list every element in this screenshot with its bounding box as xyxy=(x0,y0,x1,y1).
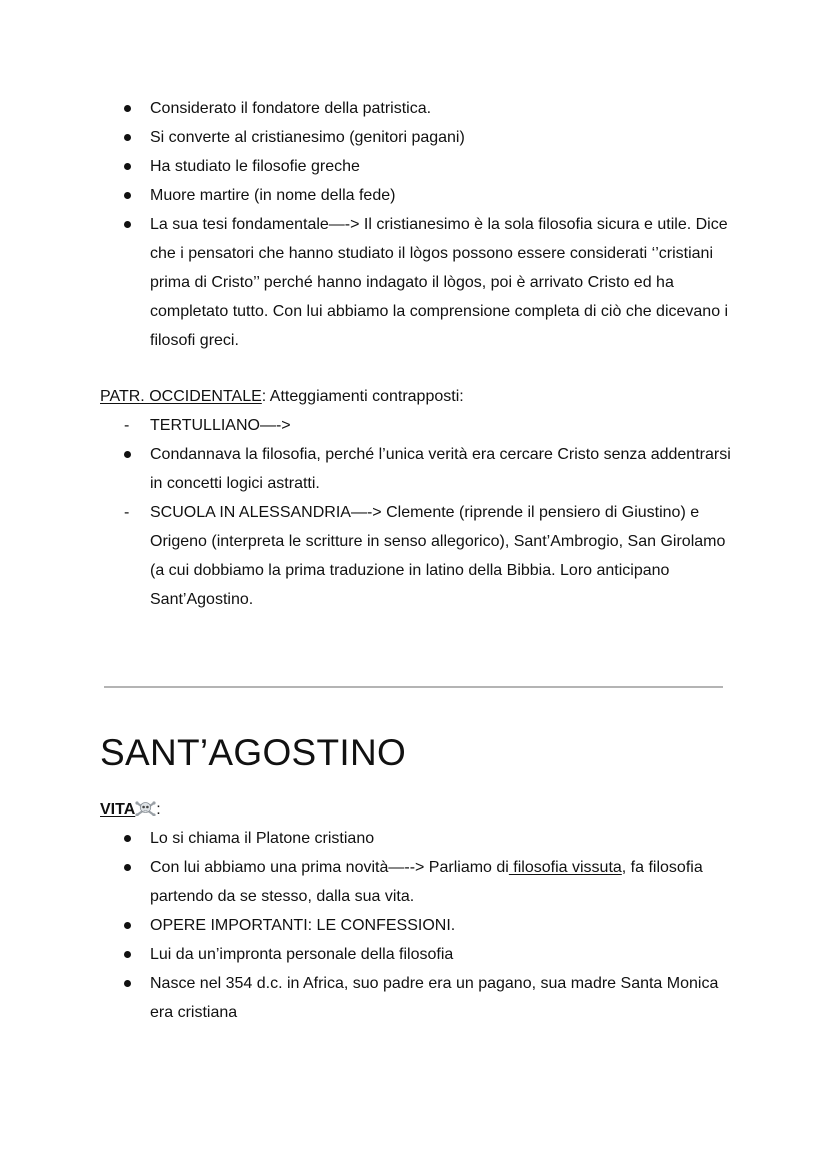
list-item xyxy=(0,94,828,123)
list-item xyxy=(0,210,828,355)
bullet-icon xyxy=(124,835,131,842)
filosofia-vissuta-link: filosofia vissuta xyxy=(508,859,622,876)
bullet-icon xyxy=(124,980,131,987)
list-item-text: TERTULLIANO—-> xyxy=(150,417,291,434)
list-item-text: La sua tesi fondamentale—-> Il cristianesimo è la sola filosofia sicura e utile. Dice che i pensatori che hanno studiato il lògos possono essere considerati ‘’cristiani prima di Cristo’’ perché hanno indagato il lògos, poi è arrivato Cristo ed ha completato tutto. Con lui abbiamo la comprensione completa di ciò che dicevano i filosofi greci. xyxy=(150,216,729,349)
list-item xyxy=(0,123,828,152)
bullet-icon xyxy=(124,192,131,199)
list-item xyxy=(0,969,828,1027)
patr-occidentale-list xyxy=(0,411,828,614)
list-item-text: , fa filosofia partendo da se stesso, dalla sua vita. xyxy=(150,859,703,905)
patr-occidentale-heading xyxy=(100,382,464,411)
bullet-icon xyxy=(124,951,131,958)
list-item xyxy=(0,181,828,210)
horizontal-divider xyxy=(104,686,723,688)
bullet-icon xyxy=(124,134,131,141)
bullet-icon xyxy=(124,221,131,228)
patr-occidentale-label: PATR. OCCIDENTALE xyxy=(100,388,262,405)
list-item xyxy=(0,440,828,498)
list-item-text: Considerato il fondatore della patristica. xyxy=(150,100,432,117)
vita-heading xyxy=(100,795,161,824)
list-item-text: SCUOLA IN ALESSANDRIA—-> Clemente (riprende il pensiero di Giustino) e Origeno (interpreta le scritture in senso allegorico), Sant’Ambrogio, San Girolamo (a cui dobbiamo la prima traduzione in latino della Bibbia. Loro anticipano Sant’Agostino. xyxy=(150,504,726,608)
list-item-text: Condannava la filosofia, perché l’unica verità era cercare Cristo senza addentrarsi in concetti logici astratti. xyxy=(150,446,731,492)
bullet-icon xyxy=(124,163,131,170)
bullet-icon xyxy=(124,105,131,112)
list-item-text: Lui da un’impronta personale della filosofia xyxy=(150,946,454,963)
list-item xyxy=(0,498,828,614)
list-item-text: OPERE IMPORTANTI: LE CONFESSIONI. xyxy=(150,917,456,934)
list-item-text: Lo si chiama il Platone cristiano xyxy=(150,830,375,847)
dash-bullet-icon: - xyxy=(124,504,130,521)
skull-crossbones-icon xyxy=(135,800,156,816)
list-item-text: Nasce nel 354 d.c. in Africa, suo padre era un pagano, sua madre Santa Monica era cristiana xyxy=(150,975,719,1021)
vita-label: VITA xyxy=(100,801,136,818)
list-item-text: Muore martire (in nome della fede) xyxy=(150,187,396,204)
page-title: SANT’AGOSTINO xyxy=(100,732,407,773)
list-item xyxy=(0,911,828,940)
list-item xyxy=(0,824,828,853)
bullet-icon xyxy=(124,864,131,871)
patr-occidentale-subtitle: : Atteggiamenti contrapposti: xyxy=(261,388,464,405)
vita-colon: : xyxy=(156,801,161,818)
list-item xyxy=(0,411,828,440)
list-item xyxy=(0,152,828,181)
list-item-text: Con lui abbiamo una prima novità—--> Parliamo di xyxy=(150,859,509,876)
list-item xyxy=(0,940,828,969)
list-item-text: Si converte al cristianesimo (genitori pagani) xyxy=(150,129,465,146)
giustino-list xyxy=(0,94,828,355)
list-item xyxy=(0,853,828,911)
list-item-text: Ha studiato le filosofie greche xyxy=(150,158,360,175)
vita-list xyxy=(0,824,828,1027)
dash-bullet-icon: - xyxy=(124,417,130,434)
bullet-icon xyxy=(124,451,131,458)
bullet-icon xyxy=(124,922,131,929)
